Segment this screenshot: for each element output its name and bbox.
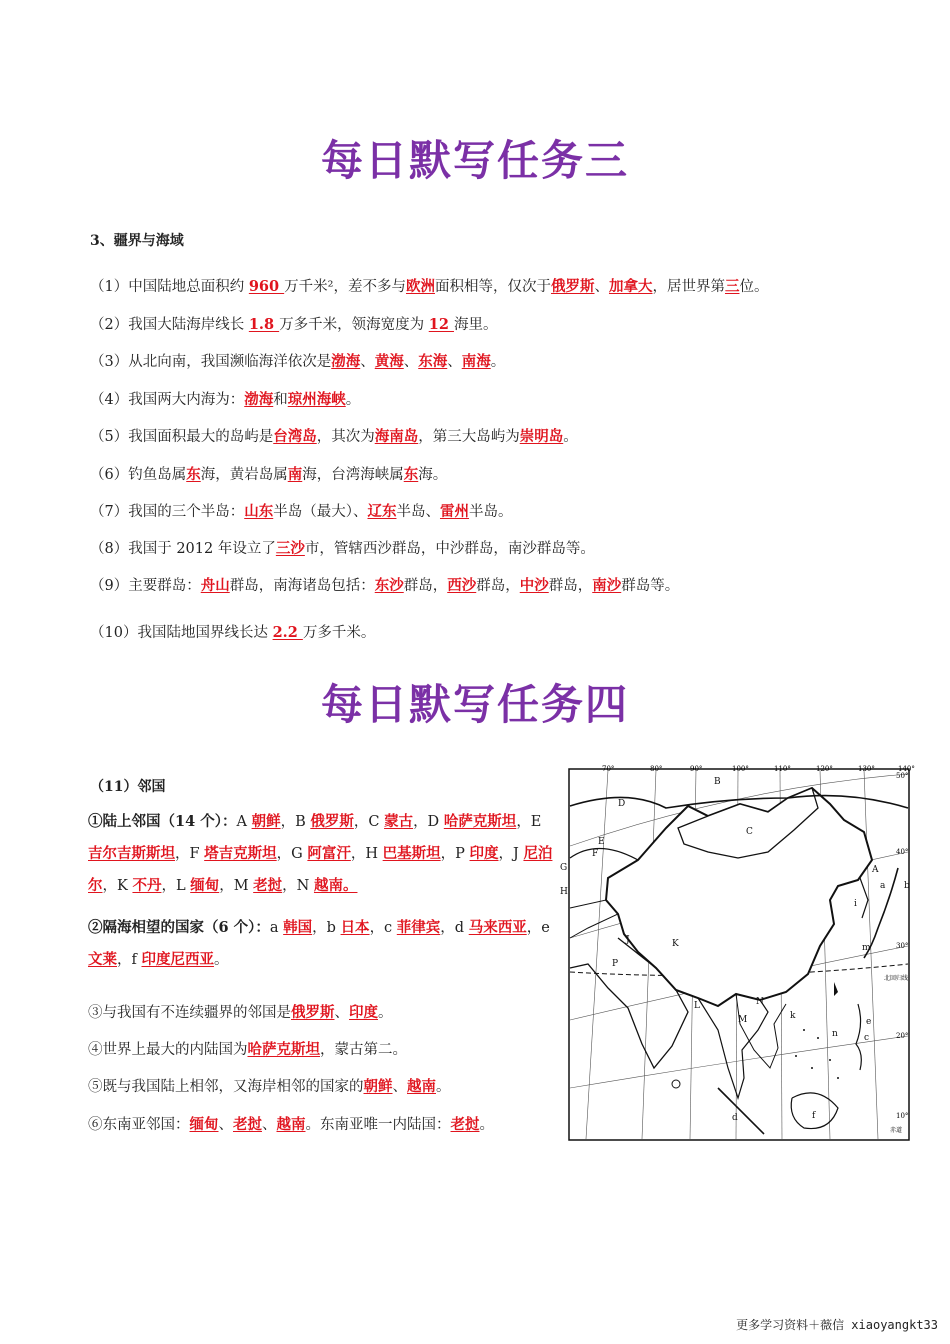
answer-text: 哈萨克斯坦 (443, 813, 517, 830)
answer-text: 朝鲜 (251, 813, 281, 830)
answer-text: 越南。 (313, 877, 358, 894)
svg-text:H: H (560, 887, 568, 897)
lat-label: 40° (896, 848, 909, 856)
plain-text: 群岛等。 (621, 578, 680, 594)
svg-text:G: G (560, 863, 568, 873)
plain-text: ，D (413, 814, 444, 830)
svg-text:N: N (756, 997, 764, 1007)
lon-label: 130° (858, 765, 875, 773)
plain-text: 面积相等，仅次于 (434, 279, 551, 295)
svg-text:北回归线: 北回归线 (884, 975, 909, 982)
plain-text: 市，管辖西沙群岛，中沙群岛，南沙群岛等。 (304, 541, 595, 557)
plain-text: 万多千米，领海宽度为 (279, 317, 429, 333)
svg-text:k: k (790, 1011, 796, 1021)
lead-text: ②隔海相望的国家（6 个）： (88, 919, 270, 936)
plain-text: 。 (479, 1117, 494, 1133)
footer-note: 更多学习资料＋薇信 xiaoyangkt33 (736, 1318, 938, 1332)
lat-label: 50° (896, 772, 909, 780)
answer-text: 舟山 (200, 577, 230, 594)
task4-title: 每日默写任务四 (320, 680, 629, 729)
plain-text: 群岛， (476, 578, 520, 594)
answer-text: 南海 (461, 353, 491, 370)
lead-text: ①陆上邻国（14 个）： (88, 813, 237, 830)
svg-text:D: D (618, 799, 626, 809)
answer-text: 缅甸 (189, 1116, 219, 1133)
svg-text:n: n (832, 1029, 838, 1039)
lon-label: 80° (650, 765, 663, 773)
answer-text: 越南 (407, 1078, 436, 1095)
svg-text:d: d (732, 1113, 738, 1123)
plain-text: 。 (378, 1005, 393, 1021)
plain-text: 海里。 (453, 317, 498, 333)
answer-text: 俄罗斯 (291, 1004, 335, 1021)
plain-text: ⑥东南亚邻国： (88, 1117, 190, 1133)
answer-text: 印度 (349, 1004, 378, 1021)
plain-text: （4）我国两大内海为： (90, 392, 245, 408)
answer-text: 日本 (340, 919, 370, 936)
answer-text: 雷州 (439, 503, 469, 520)
neighbor-paragraph (88, 1034, 553, 1066)
answer-text: 文莱 (88, 951, 117, 968)
plain-text: ，C (353, 814, 385, 830)
answer-text: 山东 (244, 503, 274, 520)
lon-label: 100° (732, 765, 749, 773)
plain-text: ，L (161, 878, 191, 894)
answer-text: 海南岛 (374, 428, 419, 445)
question-line (90, 537, 595, 558)
plain-text: 。 (563, 429, 578, 445)
svg-text:赤道: 赤道 (890, 1127, 903, 1134)
plain-text: ，F (175, 846, 205, 862)
question-line (90, 313, 497, 334)
svg-text:M: M (738, 1015, 748, 1025)
answer-text: 欧洲 (405, 278, 435, 295)
plain-text: 位。 (739, 279, 769, 295)
question-line (90, 574, 679, 595)
svg-text:C: C (746, 827, 753, 837)
plain-text: 、 (360, 354, 375, 370)
answer-text: 俄罗斯 (310, 813, 354, 830)
lon-label: 70° (602, 765, 615, 773)
answer-text: 加拿大 (608, 278, 653, 295)
plain-text: ，H (350, 846, 383, 862)
plain-text: 万千米²，差不多与 (284, 279, 406, 295)
answer-text: 老挝 (253, 877, 283, 894)
neighbor-paragraph (88, 806, 553, 902)
plain-text: （5）我国面积最大的岛屿是 (90, 429, 274, 445)
svg-text:F: F (592, 849, 599, 859)
plain-text: （2）我国大陆海岸线长 (90, 317, 249, 333)
neighbors-map (560, 765, 915, 1141)
question-line (90, 388, 360, 409)
lat-label: 10° (896, 1112, 909, 1120)
section3-heading: 3、疆界与海域 (90, 233, 184, 249)
plain-text: ，其次为 (316, 429, 375, 445)
plain-text: a (269, 920, 284, 936)
plain-text: ，f (117, 952, 142, 968)
answer-text: 朝鲜 (363, 1078, 393, 1095)
question-line (90, 621, 375, 642)
plain-text: 、 (334, 1005, 349, 1021)
svg-text:A: A (872, 865, 879, 875)
plain-text: 、 (594, 279, 609, 295)
question-line (90, 463, 447, 484)
answer-text: 印度尼西亚 (141, 951, 214, 968)
answer-text: 台湾岛 (273, 428, 317, 445)
plain-text: 和 (273, 392, 288, 408)
plain-text: ，e (526, 920, 550, 936)
plain-text: 、 (403, 354, 419, 370)
question-line (90, 500, 512, 521)
answer-text: 马来西亚 (468, 919, 527, 936)
plain-text: 、 (218, 1117, 233, 1133)
svg-text:f: f (812, 1111, 816, 1121)
plain-text: ，M (219, 878, 254, 894)
answer-text: 琼州海峡 (287, 391, 346, 408)
plain-text: ，b (312, 920, 341, 936)
question-line (90, 275, 768, 296)
plain-text: 万多千米。 (302, 625, 376, 641)
plain-text: 。 (345, 392, 361, 408)
answer-text: 960 (248, 278, 285, 295)
plain-text: （9）主要群岛： (90, 578, 201, 594)
plain-text: ，c (369, 920, 397, 936)
lon-label: 120° (816, 765, 833, 773)
plain-text: （10）我国陆地国界线长达 (90, 625, 273, 641)
plain-text: ，居世界第 (652, 279, 725, 295)
plain-text: ，N (282, 878, 314, 894)
plain-text: 。 (436, 1079, 451, 1095)
plain-text: ⑤既与我国陆上相邻，又海岸相邻的国家的 (88, 1079, 364, 1095)
answer-text: 吉尔吉斯斯坦 (88, 845, 175, 862)
lon-label: 110° (774, 765, 791, 773)
answer-text: 蒙古 (384, 813, 414, 830)
plain-text: 、 (262, 1117, 277, 1133)
answer-text: 不丹 (132, 877, 162, 894)
plain-text: 海。 (418, 467, 448, 483)
svg-text:B: B (714, 777, 721, 787)
svg-text:m: m (862, 943, 871, 953)
plain-text: A (236, 814, 252, 830)
question-line (90, 425, 578, 446)
plain-text: ④世界上最大的内陆国为 (88, 1042, 248, 1058)
neighbor-paragraph (88, 997, 553, 1029)
plain-text: ，E (516, 814, 542, 830)
plain-text: ，第三大岛屿为 (418, 429, 520, 445)
svg-text:e: e (866, 1017, 872, 1027)
answer-text: 塔吉克斯坦 (204, 845, 277, 862)
neighbor-paragraph (88, 1109, 553, 1141)
answer-text: 老挝 (450, 1116, 480, 1133)
plain-text: 半岛（最大）、 (273, 504, 368, 520)
answer-text: 韩国 (283, 919, 313, 936)
answer-text: 12 (428, 316, 454, 333)
answer-text: 辽东 (367, 503, 397, 520)
plain-text: 。东南亚唯一内陆国： (305, 1117, 451, 1133)
plain-text: ③与我国有不连续疆界的邻国是 (88, 1005, 291, 1021)
task3-title: 每日默写任务三 (320, 136, 629, 185)
lat-label: 30° (896, 942, 909, 950)
svg-text:L: L (694, 1001, 700, 1011)
plain-text: 、 (447, 354, 462, 370)
answer-text: 东 (186, 466, 201, 483)
plain-text: （8）我国于 2012 年设立了 (90, 541, 276, 557)
answer-text: 三沙 (275, 540, 305, 557)
plain-text: 、 (392, 1079, 407, 1095)
answer-text: 越南 (276, 1116, 306, 1133)
plain-text: ，d (440, 920, 469, 936)
answer-text: 东 (403, 466, 419, 483)
svg-text:J: J (626, 935, 630, 945)
answer-text: 崇明岛 (519, 428, 564, 445)
answer-text: 哈萨克斯坦 (247, 1041, 320, 1058)
svg-text:K: K (672, 939, 679, 949)
plain-text: ，B (280, 814, 311, 830)
plain-text: ，蒙古第二。 (320, 1042, 407, 1058)
plain-text: 半岛、 (396, 504, 440, 520)
answer-text: 尼泊尔 (88, 845, 553, 894)
answer-text: 西沙 (447, 577, 477, 594)
answer-text: 东沙 (374, 577, 404, 594)
plain-text: 。 (213, 952, 229, 968)
answer-text: 缅甸 (190, 877, 220, 894)
neighbor-paragraph (88, 1071, 553, 1103)
answer-text: 印度 (469, 845, 499, 862)
neighbors-heading: （11）邻国 (90, 779, 166, 795)
plain-text: 群岛，南海诸岛包括： (229, 578, 375, 594)
answer-text: 菲律宾 (396, 919, 441, 936)
lon-label: 90° (690, 765, 703, 773)
plain-text: 海，黄岩岛属 (200, 467, 288, 483)
plain-text: （1）中国陆地总面积约 (90, 279, 249, 295)
plain-text: ，J (498, 846, 524, 862)
answer-text: 渤海 (244, 391, 274, 408)
svg-text:b: b (904, 881, 910, 891)
answer-text: 三 (724, 278, 740, 295)
plain-text: ，P (440, 846, 470, 862)
answer-text: 老挝 (233, 1116, 262, 1133)
answer-text: 东海 (418, 353, 448, 370)
answer-text: 俄罗斯 (550, 278, 595, 295)
svg-text:E: E (598, 837, 605, 847)
lon-label: 140° (898, 765, 915, 773)
svg-text:c: c (864, 1033, 870, 1043)
answer-text: 巴基斯坦 (382, 845, 441, 862)
plain-text: ，K (102, 878, 133, 894)
answer-text: 中沙 (519, 577, 549, 594)
answer-text: 阿富汗 (307, 845, 351, 862)
plain-text: （7）我国的三个半岛： (90, 504, 245, 520)
svg-text:a: a (880, 881, 886, 891)
neighbor-paragraph (88, 912, 553, 976)
lat-label: 20° (896, 1032, 909, 1040)
svg-text:P: P (612, 959, 619, 969)
question-line (90, 350, 505, 371)
plain-text: 群岛， (548, 578, 593, 594)
plain-text: ，G (276, 846, 308, 862)
plain-text: 。 (490, 354, 506, 370)
answer-text: 黄海 (374, 353, 404, 370)
plain-text: （6）钓鱼岛属 (90, 467, 187, 483)
plain-text: （3）从北向南，我国濒临海洋依次是 (90, 354, 332, 370)
plain-text: 群岛， (403, 578, 448, 594)
plain-text: 海，台湾海峡属 (302, 467, 404, 483)
answer-text: 2.2 (272, 624, 303, 641)
plain-text: 半岛。 (468, 504, 513, 520)
answer-text: 南 (287, 466, 303, 483)
answer-text: 南沙 (592, 577, 622, 594)
answer-text: 1.8 (248, 316, 280, 333)
answer-text: 渤海 (331, 353, 361, 370)
svg-text:i: i (854, 899, 857, 909)
